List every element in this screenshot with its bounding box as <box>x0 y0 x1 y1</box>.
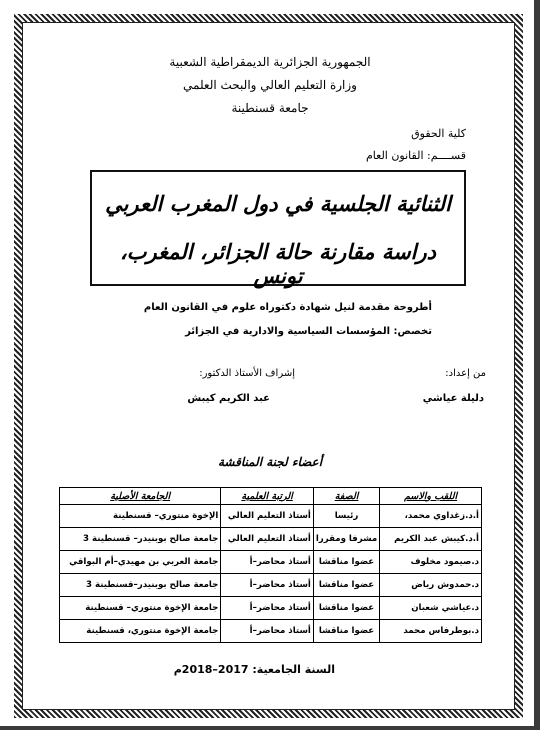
title-line-1: الثنائية الجلسية في دول المغرب العربي <box>105 192 451 216</box>
member-role: عضوا مناقشا <box>313 551 379 574</box>
page-edge-shadow-bottom <box>0 726 540 730</box>
table-row <box>60 505 482 528</box>
member-university: جامعة الإخوة منتوري، قسنطينة <box>60 620 221 643</box>
member-university: الإخوة منتوري– قسنطينة <box>60 505 221 528</box>
title-box <box>90 170 466 286</box>
title-line-2: دراسة مقارنة حالة الجزائر، المغرب، تونس <box>119 240 437 288</box>
table-row <box>60 528 482 551</box>
header-name: اللقب والاسم <box>380 488 482 505</box>
supervisor-name: عبد الكريم كيبش <box>187 393 270 404</box>
member-rank: أستاذ التعليم العالي <box>221 528 314 551</box>
member-university: جامعة صالح بوبنيدر–قسنطينة 3 <box>60 574 221 597</box>
student-name: دليلة عياشي <box>422 393 484 404</box>
thesis-specialty: تخصص: المؤسسات السياسية والادارية في الجزائر <box>185 326 432 337</box>
member-rank: أستاذ التعليم العالي <box>221 505 314 528</box>
member-role: مشرفا ومقررا <box>313 528 379 551</box>
member-name: د.بوطرفاس محمد <box>380 620 482 643</box>
faculty-name: كلية الحقوق <box>411 127 466 140</box>
member-role: عضوا مناقشا <box>313 574 379 597</box>
member-name: أ.د.زغداوي محمد، <box>380 505 482 528</box>
member-role: رئيسا <box>313 505 379 528</box>
republic-heading: الجمهورية الجزائرية الديمقراطية الشعبية <box>169 55 371 69</box>
jury-table <box>59 487 482 643</box>
page-edge-shadow <box>534 0 540 730</box>
table-header-row <box>60 488 482 505</box>
member-name: د.صيمود مخلوف <box>380 551 482 574</box>
member-university: جامعة الإخوة منتوري– قسنطينة <box>60 597 221 620</box>
member-rank: أستاذ محاضر–أ <box>221 597 314 620</box>
member-name: أ.د.كيبش عبد الكريم <box>380 528 482 551</box>
supervision-label: إشراف الأستاذ الدكتور: <box>199 368 295 379</box>
ministry-heading: وزارة التعليم العالي والبحث العلمي <box>183 78 357 92</box>
table-row <box>60 574 482 597</box>
member-name: د.عياشي شعبان <box>380 597 482 620</box>
academic-year: السنة الجامعية: 2017–2018م <box>173 663 335 676</box>
table-row <box>60 620 482 643</box>
member-rank: أستاذ محاضر–أ <box>221 620 314 643</box>
member-university: جامعة العربي بن مهيدي–أم البواقي <box>60 551 221 574</box>
committee-title: أعضاء لجنة المناقشة <box>217 455 323 469</box>
thesis-degree: أطروحة مقدمة لنيل شهادة دكتوراه علوم في القانون العام <box>143 302 432 313</box>
table-row <box>60 597 482 620</box>
header-role: الصفة <box>313 488 379 505</box>
university-heading: جامعة قسنطينة <box>231 101 309 115</box>
member-university: جامعة صالح بوبنيدر– قسنطينة 3 <box>60 528 221 551</box>
member-role: عضوا مناقشا <box>313 620 379 643</box>
member-rank: أستاذ محاضر–أ <box>221 574 314 597</box>
department-name: قســــم: القانون العام <box>365 149 466 162</box>
table-row <box>60 551 482 574</box>
prepared-by-label: من إعداد: <box>445 368 486 379</box>
member-rank: أستاذ محاضر–أ <box>221 551 314 574</box>
header-university: الجامعة الأصلية <box>60 488 221 505</box>
member-role: عضوا مناقشا <box>313 597 379 620</box>
member-name: د.حمدوش رياض <box>380 574 482 597</box>
header-rank: الرتبة العلمية <box>221 488 314 505</box>
